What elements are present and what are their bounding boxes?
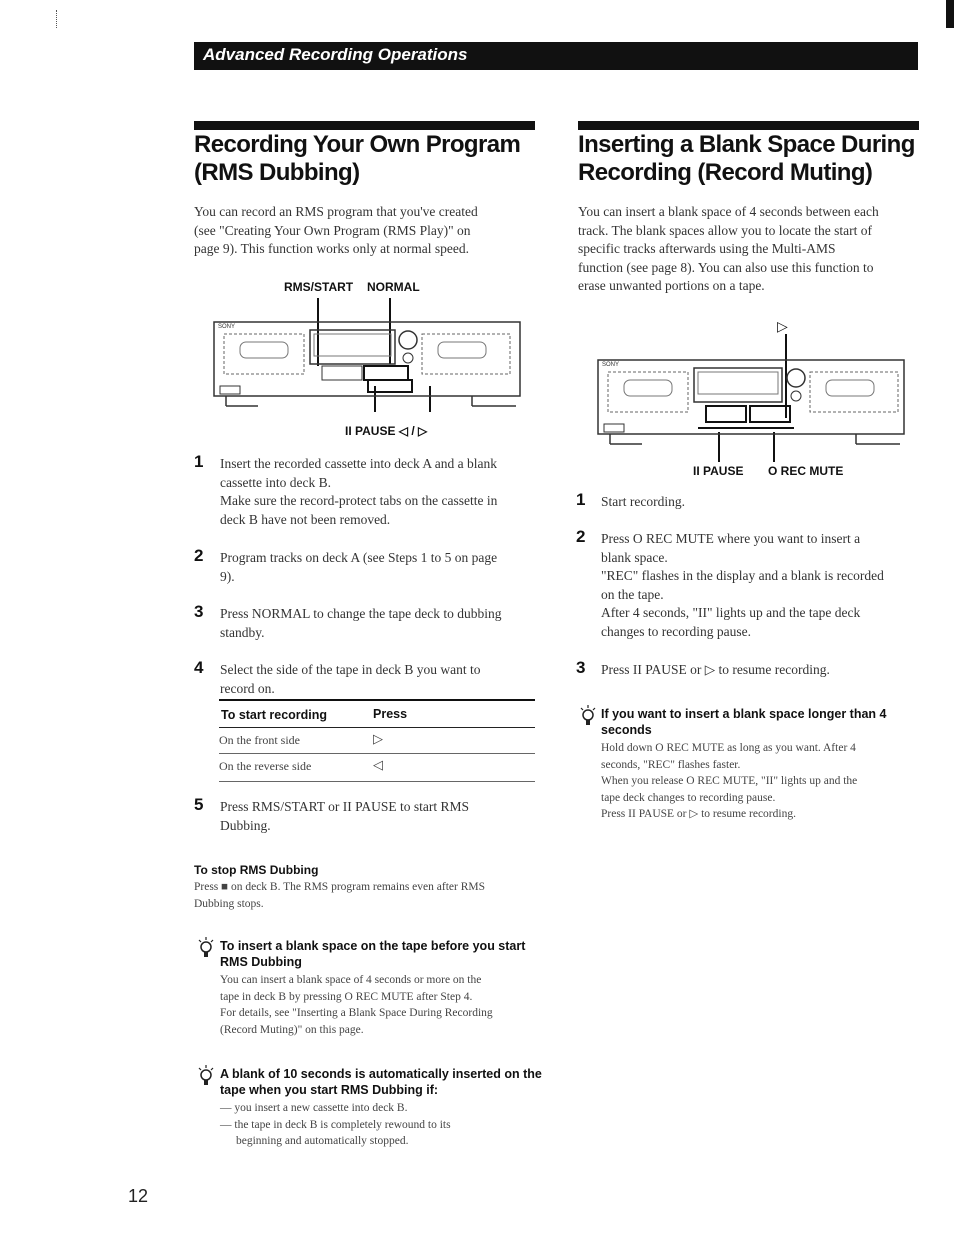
tip-heading-line: tape when you start RMS Dubbing if: (220, 1083, 439, 1097)
tip-line: (Record Muting)" on this page. (220, 1023, 364, 1036)
tip-line: For details, see "Inserting a Blank Space During Recording (220, 1007, 493, 1019)
step-number: 2 (576, 527, 586, 546)
table-bottom-rule (219, 781, 535, 782)
tape-deck-illustration-right (594, 332, 909, 462)
step-line: Press O REC MUTE where you want to insert a (601, 531, 861, 546)
step-text (601, 530, 884, 641)
left-intro (194, 203, 478, 259)
step-number: 3 (576, 658, 586, 677)
tip-heading (601, 706, 886, 738)
tip-line: seconds, "REC" flashes faster. (601, 758, 741, 771)
table-cell-side: On the reverse side (219, 759, 312, 773)
step-line: record on. (220, 680, 275, 696)
tip-line: — the tape in deck B is completely rewound to its (220, 1118, 451, 1131)
label-pause-right: II PAUSE (693, 464, 744, 478)
tip-line: You can insert a blank space of 4 seconds or more on the (220, 974, 482, 986)
table-cell-press: ◁ (373, 757, 383, 772)
tip-heading (220, 938, 525, 970)
tip-heading-line: If you want to insert a blank space longer than 4 (601, 707, 887, 721)
step-line: cassette into deck B. (220, 474, 331, 490)
step-text (220, 798, 469, 835)
tip-line: Hold down O REC MUTE as long as you want. After 4 (601, 742, 856, 754)
tip-text (220, 972, 493, 1038)
tape-deck-illustration-left (210, 294, 525, 414)
step-line: Start recording. (601, 494, 685, 509)
tip-line: beginning and automatically stopped. (236, 1135, 409, 1147)
step-line: Make sure the record-protect tabs on the cassette in (220, 493, 498, 508)
lightbulb-icon (196, 1064, 216, 1088)
table-rule (219, 753, 535, 754)
step-line: Insert the recorded cassette into deck A and a blank (220, 456, 498, 471)
left-intro-line: (see "Creating Your Own Program (RMS Play)" on (194, 222, 471, 238)
step-line: Select the side of the tape in deck B you want to (220, 662, 481, 677)
right-intro-line: You can insert a blank space of 4 seconds between each (578, 204, 879, 219)
step-text (220, 605, 501, 642)
step-line: on the tape. (601, 586, 664, 602)
tip-line: Press II PAUSE or ▷ to resume recording. (601, 808, 796, 820)
tip-line: tape deck changes to recording pause. (601, 791, 776, 804)
page-number: 12 (128, 1186, 149, 1206)
right-intro (578, 203, 879, 296)
tip-heading-line: To insert a blank space on the tape before you start (220, 939, 526, 953)
edge-tab-mark (946, 0, 954, 28)
label-rms-start: RMS/START (284, 280, 354, 294)
right-title-line2: Recording (Record Muting) (578, 159, 873, 186)
step-number: 4 (194, 658, 204, 677)
step-number: 3 (194, 602, 204, 621)
stop-line: Dubbing stops. (194, 897, 264, 910)
step-line: Press NORMAL to change the tape deck to dubbing (220, 606, 502, 621)
step-line: standby. (220, 624, 265, 640)
lightbulb-icon (196, 936, 216, 960)
step-line: Press II PAUSE or ▷ to resume recording. (601, 662, 830, 677)
step-line: changes to recording pause. (601, 623, 751, 639)
tip-heading-line: seconds (601, 723, 652, 737)
left-title-line2: (RMS Dubbing) (194, 159, 360, 186)
lightbulb-icon (578, 704, 598, 728)
step-text (220, 549, 497, 586)
left-intro-line: You can record an RMS program that you've created (194, 204, 478, 219)
table-header-col2: Press (373, 707, 408, 721)
label-normal: NORMAL (367, 280, 420, 294)
step-line: deck B have not been removed. (220, 511, 391, 527)
label-pause-left: II PAUSE ◁ / ▷ (345, 424, 428, 438)
corner-mark (56, 10, 60, 28)
left-title-rule (194, 121, 535, 130)
label-play-arrow: ▷ (777, 318, 788, 334)
step-text (601, 661, 830, 680)
tip-heading (220, 1066, 542, 1098)
tip-line: — you insert a new cassette into deck B. (220, 1102, 408, 1114)
step-line: Program tracks on deck A (see Steps 1 to 5 on page (220, 550, 498, 565)
section-banner (194, 42, 918, 70)
brand-text: SONY (218, 324, 236, 330)
step-number: 1 (576, 490, 586, 509)
step-number: 5 (194, 795, 204, 814)
table-cell-side: On the front side (219, 733, 300, 747)
tip-line: When you release O REC MUTE, "II" lights up and the (601, 775, 858, 787)
section-banner-title: Advanced Recording Operations (203, 45, 468, 64)
step-number: 2 (194, 546, 204, 565)
tip-text (220, 1100, 451, 1150)
table-header-col1: To start recording (221, 708, 328, 722)
right-intro-line: erase unwanted portions on a tape. (578, 278, 765, 293)
step-text (220, 455, 497, 529)
stop-line: Press ■ on deck B. The RMS program remains even after RMS (194, 881, 485, 893)
step-line: 9). (220, 568, 235, 584)
step-text (220, 661, 481, 698)
right-intro-line: specific tracks afterwards using the Multi-AMS (578, 241, 836, 256)
tip-heading-line: RMS Dubbing (220, 955, 302, 969)
tip-heading-line: A blank of 10 seconds is automatically inserted on the (220, 1067, 542, 1081)
right-intro-line: track. The blank spaces allow you to locate the start of (578, 222, 873, 238)
step-text (601, 493, 685, 512)
step-line: blank space. (601, 549, 668, 565)
tip-line: tape in deck B by pressing O REC MUTE after Step 4. (220, 990, 473, 1003)
right-title-rule (578, 121, 919, 130)
stop-heading: To stop RMS Dubbing (194, 863, 319, 877)
brand-text: SONY (602, 362, 620, 368)
step-line: After 4 seconds, "II" lights up and the tape deck (601, 605, 861, 620)
label-rec-mute: O REC MUTE (768, 464, 844, 478)
right-intro-line: function (see page 8). You can also use this function to (578, 259, 874, 275)
left-intro-line: page 9). This function works only at normal speed. (194, 241, 469, 256)
table-cell-press: ▷ (373, 731, 383, 746)
left-title-line1: Recording Your Own Program (194, 131, 521, 158)
table-top-rule (219, 699, 535, 701)
step-line: "REC" flashes in the display and a blank is recorded (601, 568, 884, 583)
stop-text (194, 879, 485, 912)
step-number: 1 (194, 452, 204, 471)
right-title-line1: Inserting a Blank Space During (578, 131, 915, 158)
step-line: Dubbing. (220, 817, 271, 833)
step-line: Press RMS/START or II PAUSE to start RMS (220, 799, 470, 814)
table-rule (219, 727, 535, 728)
tip-text (601, 740, 857, 823)
